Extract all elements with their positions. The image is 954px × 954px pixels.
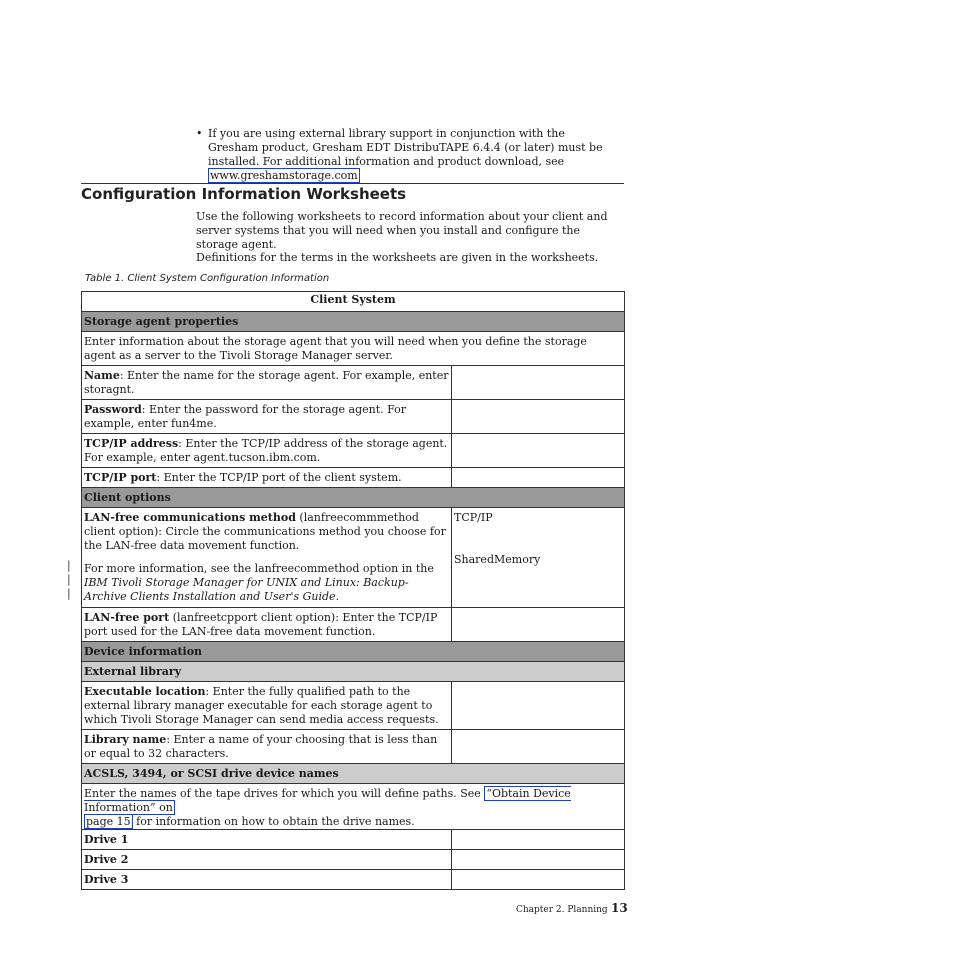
section-client-options: Client options — [82, 488, 625, 508]
lanfree-method-desc: (lanfreecommmethod client option): Circle the communications method you choose for the LAN-free data movement function. — [84, 511, 446, 552]
tcpip-address-term: TCP/IP address — [84, 437, 179, 450]
page-15-link[interactable]: page 15 — [86, 815, 131, 828]
name-desc: : Enter the name for the storage agent. For example, enter storagnt. — [84, 369, 449, 396]
library-name-term: Library name — [84, 733, 167, 746]
more-info-book: IBM Tivoli Storage Manager for UNIX and Linux: Backup-Archive Clients Installation and User's Guide — [84, 576, 409, 603]
tcpip-address-entry-cell[interactable] — [452, 434, 625, 468]
drive-2-label: Drive 2 — [84, 853, 129, 866]
name-entry-cell[interactable] — [452, 366, 625, 400]
library-name-entry-cell[interactable] — [452, 730, 625, 764]
table-row — [82, 850, 625, 870]
exec-location-term: Executable location — [84, 685, 206, 698]
table-row — [82, 468, 625, 488]
subsection-external-library: External library — [82, 662, 625, 682]
tcpip-port-desc: : Enter the TCP/IP port of the client system. — [156, 471, 402, 484]
change-bar: | — [67, 573, 71, 586]
intro-paragraph: Use the following worksheets to record information about your client and server systems that you will need when you install and configure the storage agent. — [196, 210, 608, 251]
table-row — [82, 366, 625, 400]
exec-location-entry-cell[interactable] — [452, 682, 625, 730]
drive-intro — [82, 784, 625, 830]
bullet-text: If you are using external library support in conjunction with the Gresham product, Gresham EDT DistribuTAPE 6.4.4 (or later) must be installed. For additional information and product download, see — [208, 127, 603, 168]
drive-3-label: Drive 3 — [84, 873, 129, 886]
lanfree-method-term: LAN-free communications method — [84, 511, 296, 524]
section-rule — [81, 183, 624, 184]
table-row — [82, 730, 625, 764]
tcpip-port-term: TCP/IP port — [84, 471, 157, 484]
lanfree-port-entry-cell[interactable] — [452, 608, 625, 642]
drive-3-entry-cell[interactable] — [452, 870, 625, 890]
drive-2-entry-cell[interactable] — [452, 850, 625, 870]
change-bar: | — [67, 587, 71, 600]
table-row — [82, 434, 625, 468]
library-name-desc: : Enter a name of your choosing that is less than or equal to 32 characters. — [84, 733, 438, 760]
table-caption: Table 1. Client System Configuration Information — [85, 273, 330, 284]
table-row — [82, 608, 625, 642]
exec-location-desc: : Enter the fully qualified path to the external library manager executable for each storage agent to which Tivoli Storage Manager can send media access requests. — [84, 685, 439, 726]
client-system-table — [81, 291, 625, 890]
table-row — [82, 400, 625, 434]
table-row — [82, 508, 625, 608]
drive-intro-prefix: Enter the names of the tape drives for which you will define paths. See — [84, 787, 485, 800]
section-storage-agent: Storage agent properties — [82, 312, 625, 332]
page-number: 13 — [611, 901, 628, 915]
password-term: Password — [84, 403, 142, 416]
section-heading: Configuration Information Worksheets — [81, 185, 407, 203]
bullet-marker: • — [196, 127, 203, 140]
section-device-information: Device information — [82, 642, 625, 662]
password-entry-cell[interactable] — [452, 400, 625, 434]
drive-1-label: Drive 1 — [84, 833, 129, 846]
lanfree-port-term: LAN-free port — [84, 611, 170, 624]
definitions-paragraph: Definitions for the terms in the worksheets are given in the worksheets. — [196, 251, 599, 264]
drive-intro-suffix: for information on how to obtain the drive names. — [132, 815, 415, 828]
subsection-drive-device-names: ACSLS, 3494, or SCSI drive device names — [82, 764, 625, 784]
table-header: Client System — [82, 292, 625, 312]
change-bar: | — [67, 559, 71, 572]
more-info-suffix: . — [335, 590, 340, 603]
storage-agent-intro: Enter information about the storage agent that you will need when you define the storage agent as a server to the Tivoli Storage Manager server. — [82, 332, 625, 366]
name-term: Name — [84, 369, 120, 382]
lanfree-port-desc: (lanfreetcpport client option): Enter the TCP/IP port used for the LAN-free data movement function. — [84, 611, 438, 638]
drive-1-entry-cell[interactable] — [452, 830, 625, 850]
table-row — [82, 870, 625, 890]
table-row — [82, 682, 625, 730]
gresham-link[interactable]: www.greshamstorage.com — [210, 169, 358, 182]
tcpip-address-desc: : Enter the TCP/IP address of the storage agent. For example, enter agent.tucson.ibm.com. — [84, 437, 448, 464]
table-row — [82, 830, 625, 850]
obtain-device-info-link[interactable]: “Obtain Device Information” on — [84, 787, 571, 814]
footer-chapter: Chapter 2. Planning — [516, 905, 608, 915]
password-desc: : Enter the password for the storage agent. For example, enter fun4me. — [84, 403, 407, 430]
option-tcpip[interactable]: TCP/IP — [454, 511, 493, 524]
tcpip-port-entry-cell[interactable] — [452, 468, 625, 488]
option-shared-memory[interactable]: SharedMemory — [454, 553, 541, 566]
more-info-prefix: For more information, see the lanfreecommethod option in the — [84, 562, 434, 575]
